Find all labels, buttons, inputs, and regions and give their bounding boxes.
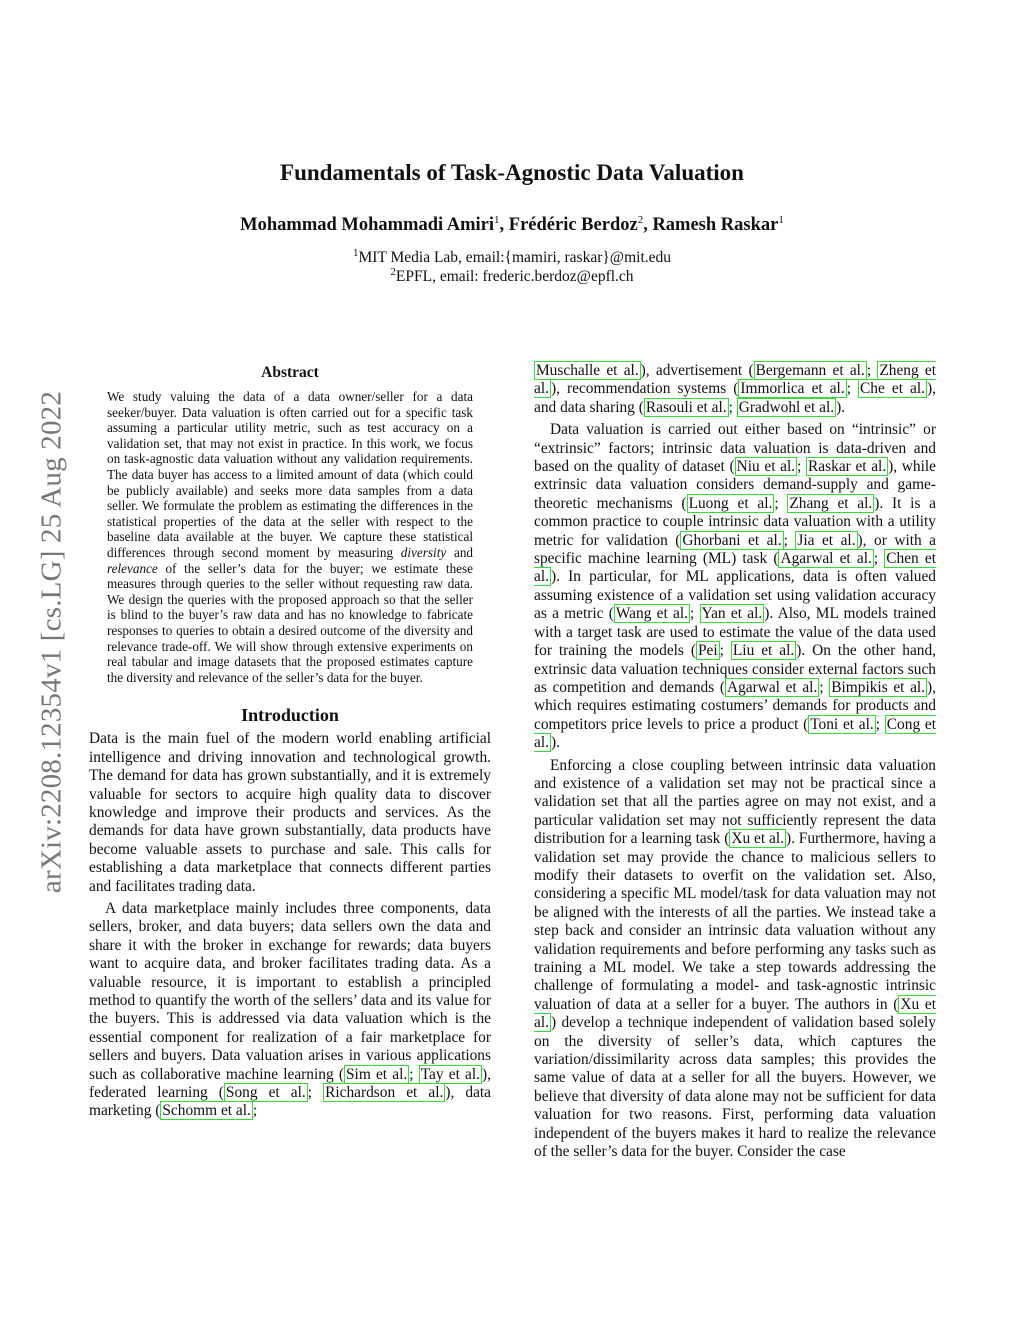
author-name: Ramesh Raskar (652, 215, 779, 235)
body-paragraph (534, 421, 936, 752)
citation-link[interactable]: Muschalle et al. (536, 362, 639, 379)
body-text: ; (846, 380, 859, 398)
abstract-emphasis: diversity (400, 544, 447, 560)
body-text: ), advertisement ( (640, 362, 754, 379)
body-text: ; (774, 494, 788, 512)
arxiv-side-label: arXiv:2208.12354v1 [cs.LG] 25 Aug 2022 (35, 390, 68, 894)
citation-link[interactable]: Gradwohl et al. (738, 398, 835, 416)
body-text: ), and data sharing ( (534, 380, 936, 416)
citation-link[interactable]: Sim et al. (345, 1065, 408, 1083)
abstract-text: of the seller’s data for the buyer; we estimate these measures through queries to the seller without requesting raw data. We design the queries with the proposed approach so that the seller is blind to the buyer’s raw data and has no knowledge to fabricate responses to queries to obtain a desired outcome of the diversity and relevance trade-off. We will show through extensive experiments on real tabular and image datasets that the proposed estimates capture the diversity and relevance of the seller’s data for the buyer. (107, 560, 474, 685)
body-text: ), or with a specific machine learning (ML) task ( (534, 531, 937, 568)
body-text: ). (836, 398, 846, 416)
citation-link[interactable]: Richardson et al. (325, 1084, 444, 1101)
citation-link[interactable]: Wang et al. (615, 605, 688, 623)
citation-link[interactable]: Zhang et al. (789, 494, 873, 512)
body-text: ; (875, 715, 885, 733)
body-text: Enforcing a close coupling between intrinsic data valuation and existence of a validation set may not be practical since a validation set that all the parties agree on may not exist, and a particular validation set may not sufficiently represent the data distribution for a learning task ( (534, 756, 936, 848)
affil-mark: 1 (352, 246, 359, 259)
body-text: ). On the other hand, extrinsic data valuation techniques consider external factors such as competition and demands ( (534, 642, 937, 696)
citation-link[interactable]: Schomm et al. (162, 1102, 251, 1120)
body-text: ), which requires estimating costumers’ demands for products and competitors price levels to price a product ( (534, 678, 937, 733)
right-column (534, 362, 936, 1161)
body-text: ; (409, 1065, 419, 1083)
body-text: Data valuation is carried out either based on “intrinsic” or “extrinsic” factors; intrinsic data valuation is data-driven and based on the quality of dataset ( (534, 421, 936, 476)
body-text: ). In particular, for ML applications, data is often valued assuming existence of a validation set using validation accuracy as a metric ( (534, 568, 936, 623)
affiliation-text: EPFL, email: frederic.berdoz@epfl.ch (395, 268, 634, 285)
body-text: ; (783, 531, 796, 549)
citation-link[interactable]: Niu et al. (736, 458, 796, 476)
citation-link[interactable]: Agarwal et al. (726, 678, 818, 696)
body-text: ; (307, 1084, 324, 1101)
section-heading-introduction: Introduction (241, 705, 339, 726)
abstract-body (107, 389, 473, 685)
body-paragraph (534, 757, 936, 1162)
citation-link[interactable]: Pei (698, 642, 718, 660)
citation-link[interactable]: Bimpikis et al. (831, 678, 926, 696)
left-column (89, 362, 491, 1121)
citation-link[interactable]: Toni et al. (810, 715, 874, 733)
author-affil-mark: 1 (494, 213, 500, 226)
body-paragraph (534, 362, 936, 417)
body-text: ; (797, 458, 807, 476)
body-text: ). Furthermore, having a validation set may provide the chance to malicious sellers to modify their datasets to overfit on the validation set. Also, considering a specific ML model/task for data valuation may not be aligned with the interests of all the parties. We instead take a step back and consider an intrinsic data valuation without any validation requirements and before performing any tasks such as training a ML model. We take a step towards addressing the challenge of formulating a model- and task-agnostic intrinsic valuation of data at a seller for a buyer. The authors in ( (534, 830, 937, 1013)
affiliation-line (0, 246, 1024, 267)
citation-link[interactable]: Immorlica et al. (740, 380, 845, 398)
citation-link[interactable]: Cong et al. (534, 715, 936, 752)
affil-mark: 2 (390, 265, 396, 278)
citation-link[interactable]: Agarwal et al. (780, 550, 872, 568)
citation-link[interactable]: Chen et al. (534, 550, 937, 586)
citation-link[interactable]: Xu et al. (731, 830, 784, 848)
body-text: ; (728, 398, 737, 416)
abstract-text: and (453, 544, 474, 560)
author-name: Mohammad Mohammadi Amiri (240, 215, 495, 235)
body-text: ). It is a common practice to couple intrinsic data valuation with a utility metric for validation ( (534, 494, 937, 549)
author-affil-mark: 1 (778, 213, 784, 226)
author-list: Mohammad Mohammadi Amiri$^1$, Frédéric Berdoz$^2$, Ramesh Raskar$^1$ (240, 213, 784, 235)
citation-link[interactable]: Raskar et al. (808, 458, 887, 476)
citation-link[interactable]: Rasouli et al. (645, 398, 727, 416)
author-affil-mark: 2 (637, 213, 644, 226)
body-text: ; (819, 678, 830, 696)
abstract-emphasis: relevance (107, 560, 158, 576)
citation-link[interactable]: Song et al. (225, 1084, 306, 1101)
citation-link[interactable]: Ghorbani et al. (682, 531, 782, 549)
paper-title: Fundamentals of Task-Agnostic Data Valuation (280, 160, 744, 185)
body-text: A data marketplace mainly includes three components, data sellers, broker, and data buyers; data sellers own the data and share it with the broker in exchange for rewards; data buyers want to acquire data, and broker facilitates trading data. As a valuable resource, it is important to establish a principled method to quantify the worth of the sellers’ data and its value for the buyers. This is addressed via data valuation which is the essential component for realization of a fair marketplace for sellers and buyers. Data valuation arises in various applications such as collaborative machine learning ( (89, 899, 491, 1083)
body-text: ; (866, 362, 878, 379)
affiliation-line (0, 265, 1024, 286)
intro-paragraph: Data is the main fuel of the modern world enabling artificial intelligence and driving innovation and technological growth. The demand for data has grown substantially, and it is extremely valuable for sectors to acquire high quality data to discover knowledge and improve their products and services. As the demands for data have grown substantially, data products have become valuable assets to purchase and sale. This calls for establishing a data marketplace that connects different parties and facilitates trading data. (89, 730, 491, 895)
body-text: ), federated learning ( (89, 1065, 491, 1101)
citation-link[interactable]: Luong et al. (688, 494, 773, 512)
citation-link[interactable]: Jia et al. (797, 531, 856, 549)
author-name: Frédéric Berdoz (508, 215, 638, 235)
affiliation-text: MIT Media Lab, email:{mamiri, raskar}@mit.edu (358, 249, 672, 266)
body-text: ; (252, 1102, 258, 1120)
body-text: ), while extrinsic data valuation considers demand-supply and game-theoretic mechanisms ( (534, 458, 936, 512)
abstract-heading: Abstract (261, 364, 319, 381)
citation-link[interactable]: Liu et al. (732, 642, 795, 660)
citation-link[interactable]: Yan et al. (701, 605, 763, 623)
abstract-text: We study valuing the data of a data owner/seller for a data seeker/buyer. Data valuation is often carried out for a specific task assuming a particular utility metric, such as test accuracy on a validation set, that may not exist in practice. In this work, we focus on task-agnostic data valuation without any validation requirements. The data buyer has access to a limited amount of data (which could be publicly available) and seeks more data samples from a data seller. We formulate the problem as estimating the differences in the statistical properties of the data at the seller with respect to the baseline data available at the buyer. We capture these statistical differences through second moment by measuring (107, 389, 473, 560)
intro-paragraph (89, 900, 491, 1121)
citation-link[interactable]: Xu et al. (534, 995, 937, 1032)
body-text: ). (550, 734, 560, 752)
body-text: ), data marketing ( (89, 1084, 492, 1120)
body-text: ) develop a technique independent of validation based solely on the diversity of seller’s data, which captures the variation/dissimilarity across data samples; this provides the same value of data at a seller for all the buyers. However, we believe that diversity of data alone may not be sufficient for data valuation for two reasons. First, performing data valuation independent of the buyers makes it hard to realize the relevance of the seller’s data for the buyer. Consider the case (534, 1014, 936, 1161)
citation-link[interactable]: Zheng et al. (534, 362, 937, 398)
body-text: ; (689, 605, 700, 623)
citation-link[interactable]: Che et al. (860, 380, 925, 398)
citation-link[interactable]: Tay et al. (420, 1065, 480, 1083)
body-text: ). Also, ML models trained with a target task are used to estimate the value of the data used for training the models ( (534, 605, 937, 660)
body-text: ), recommendation systems ( (550, 380, 739, 398)
body-text: ; (719, 642, 731, 660)
body-text: ; (873, 550, 885, 568)
citation-link[interactable]: Bergemann et al. (755, 362, 865, 379)
